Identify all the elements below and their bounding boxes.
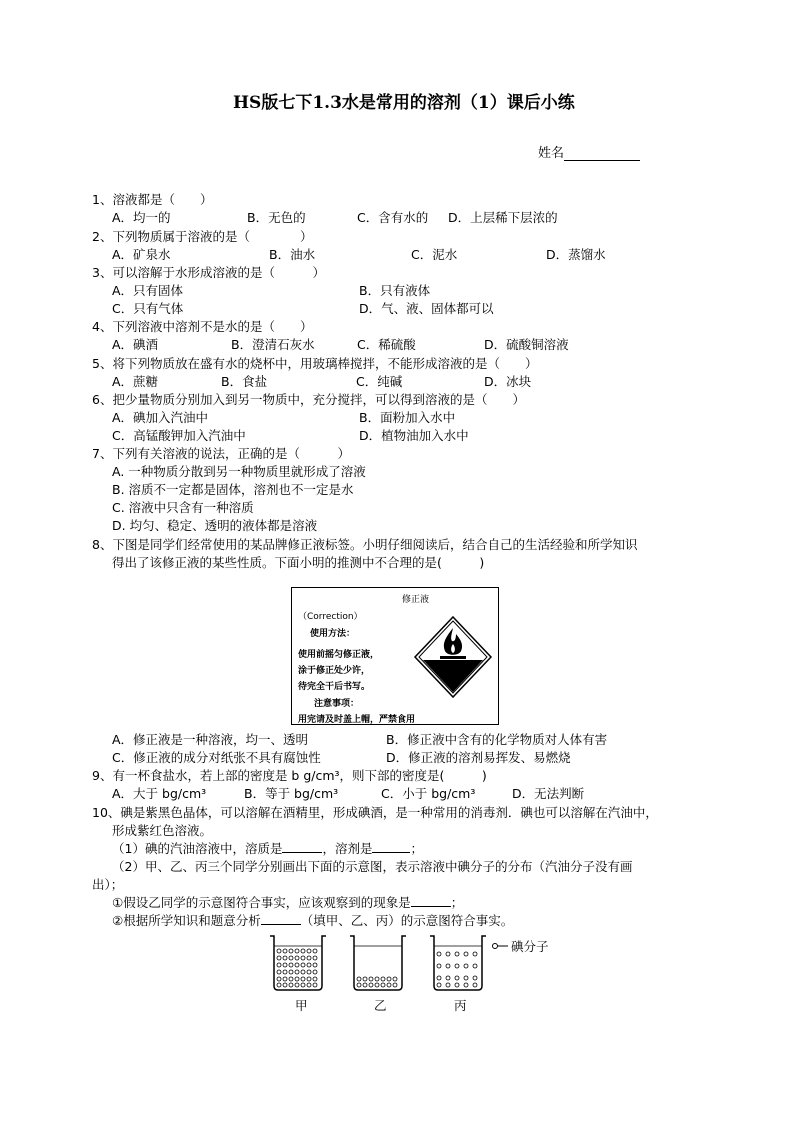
- q9-option-c: C．小于 bg/cm³: [381, 786, 476, 801]
- iodine-molecule: [307, 970, 311, 974]
- iodine-molecule: [464, 964, 468, 968]
- q10-solvent-blank[interactable]: [372, 840, 410, 853]
- iodine-molecule: [301, 970, 305, 974]
- q10-phenomenon-blank[interactable]: [411, 894, 451, 907]
- q4-option-a: A．碘酒: [112, 337, 159, 352]
- q10-sub1-text: （1）碘的汽油溶液中，溶质是: [112, 841, 283, 856]
- label-usage-heading: 使用方法：: [310, 629, 356, 639]
- q6-option-b: B．面粉加入水中: [359, 410, 456, 425]
- q10-sub2: （2）甲、乙、丙三个同学分别画出下面的示意图，表示溶液中碘分子的分布（汽油分子没有画: [112, 859, 633, 874]
- iodine-molecule: [307, 977, 311, 981]
- name-label: 姓名: [538, 146, 565, 161]
- question-4-stem: 4、下列溶液中溶剂不是水的是（ ）: [92, 319, 313, 334]
- q6-option-c: C．高锰酸钾加入汽油中: [112, 428, 246, 443]
- question-8-stem: 8、下图是同学们经常使用的某品牌修正液标签。小明仔细阅读后，结合自己的生活经验和所学知识: [92, 537, 638, 552]
- question-9-stem: 9、有一杯食盐水，若上部的密度是 b g/cm³，则下部的密度是( ): [92, 768, 487, 783]
- q3-option-d: D．气、液、固体都可以: [359, 301, 494, 316]
- iodine-molecule: [473, 983, 477, 987]
- iodine-molecule: [283, 970, 287, 974]
- iodine-molecule: [283, 983, 287, 987]
- iodine-molecule: [369, 977, 373, 981]
- q10-sub1-text2: ，溶剂是: [322, 841, 373, 856]
- iodine-molecule: [283, 977, 287, 981]
- q2-option-a: A．矿泉水: [112, 247, 171, 262]
- iodine-molecule: [363, 977, 367, 981]
- label-usage-line2: 涂于修正处少许，: [298, 666, 371, 676]
- question-2-stem: 2、下列物质属于溶液的是（ ）: [92, 229, 313, 244]
- beaker-jia: [270, 936, 326, 990]
- iodine-molecule: [295, 956, 299, 960]
- q2-option-d: D．蒸馏水: [546, 247, 606, 262]
- iodine-molecule: [455, 952, 459, 956]
- iodine-molecule: [381, 977, 385, 981]
- iodine-molecule: [473, 952, 477, 956]
- legend-label: 碘分子: [511, 939, 549, 954]
- iodine-molecule: [301, 963, 305, 967]
- q9-option-d: D．无法判断: [512, 786, 585, 801]
- q10-sub3-text: ①假设乙同学的示意图符合事实，应该观察到的现象是: [112, 895, 411, 910]
- iodine-molecule: [464, 983, 468, 987]
- iodine-molecule: [277, 949, 281, 953]
- iodine-molecule: [307, 963, 311, 967]
- question-1-stem: 1、溶液都是（ ）: [92, 192, 213, 207]
- iodine-molecule: [295, 983, 299, 987]
- q10-solute-blank[interactable]: [282, 840, 322, 853]
- iodine-molecule: [295, 949, 299, 953]
- iodine-molecule: [307, 956, 311, 960]
- q4-option-b: B．澄清石灰水: [231, 337, 315, 352]
- iodine-molecule: [357, 983, 361, 987]
- iodine-molecule: [446, 952, 450, 956]
- label-title: 修正液: [402, 595, 430, 605]
- iodine-molecule: [387, 983, 391, 987]
- iodine-molecule: [313, 983, 317, 987]
- q4-option-c: C．稀硫酸: [357, 337, 416, 352]
- iodine-molecule: [455, 983, 459, 987]
- q8-option-a: A．修正液是一种溶液，均一、透明: [112, 732, 309, 747]
- iodine-molecule: [313, 963, 317, 967]
- iodine-molecule: [393, 977, 397, 981]
- iodine-molecule: [301, 949, 305, 953]
- q1-option-b: B．无色的: [247, 210, 306, 225]
- iodine-molecule: [307, 983, 311, 987]
- q5-option-a: A．蔗糖: [112, 374, 159, 389]
- iodine-molecule: [289, 949, 293, 953]
- iodine-molecule: [437, 964, 441, 968]
- iodine-distribution-diagram: [268, 932, 543, 994]
- question-10-stem-cont: 形成紫红色溶液。: [112, 823, 213, 838]
- iodine-molecule: [473, 976, 477, 980]
- iodine-molecule: [277, 977, 281, 981]
- question-5-stem: 5、将下列物质放在盛有水的烧杯中，用玻璃棒搅拌，不能形成溶液的是（ ）: [92, 356, 538, 371]
- iodine-molecule: [289, 970, 293, 974]
- iodine-molecule: [313, 956, 317, 960]
- iodine-molecule: [446, 964, 450, 968]
- iodine-molecule: [437, 976, 441, 980]
- iodine-molecule: [446, 983, 450, 987]
- q10-choice-blank[interactable]: [261, 912, 301, 925]
- iodine-molecule: [295, 977, 299, 981]
- iodine-molecule: [277, 963, 281, 967]
- q10-sub1-end: ；: [410, 841, 423, 856]
- q10-sub1: [112, 840, 423, 858]
- q7-option-d: D. 均匀、稳定、透明的液体都是溶液: [112, 518, 318, 533]
- q10-sub3: [112, 894, 463, 912]
- name-blank[interactable]: [564, 147, 640, 161]
- iodine-molecule: [393, 983, 397, 987]
- q5-option-b: B．食盐: [221, 374, 268, 389]
- q3-option-b: B．只有液体: [359, 283, 431, 298]
- iodine-molecule: [277, 956, 281, 960]
- iodine-molecule: [387, 977, 391, 981]
- iodine-molecule: [283, 956, 287, 960]
- q7-option-a: A. 一种物质分散到另一种物质里就形成了溶液: [112, 464, 366, 479]
- q8-option-b: B．修正液中含有的化学物质对人体有害: [386, 732, 608, 747]
- iodine-molecule: [283, 949, 287, 953]
- q1-option-d: D．上层稀下层浓的: [448, 210, 558, 225]
- iodine-molecule: [301, 977, 305, 981]
- iodine-molecule: [369, 983, 373, 987]
- question-8-stem-cont: 得出了该修正液的某些性质。下面小明的推测中不合理的是( ): [112, 555, 485, 570]
- iodine-molecule: [437, 983, 441, 987]
- q10-sub3-end: ；: [450, 895, 464, 910]
- q5-option-c: C．纯碱: [356, 374, 403, 389]
- q9-option-b: B．等于 bg/cm³: [244, 786, 339, 801]
- iodine-molecule: [357, 977, 361, 981]
- q5-option-d: D．冰块: [484, 374, 532, 389]
- question-6-stem: 6、把少量物质分别加入到另一物质中，充分搅拌，可以得到溶液的是（ ）: [92, 392, 525, 407]
- iodine-molecule: [455, 964, 459, 968]
- iodine-molecule: [289, 977, 293, 981]
- iodine-molecule: [301, 956, 305, 960]
- q6-option-d: D．植物油加入水中: [359, 428, 469, 443]
- iodine-molecule: [295, 963, 299, 967]
- label-usage-line1: 使用前摇匀修正液，: [298, 650, 380, 660]
- iodine-molecule-legend-icon: [493, 944, 498, 949]
- q9-option-a: A．大于 bg/cm³: [112, 786, 207, 801]
- beaker-caption-bing: 丙: [454, 998, 467, 1013]
- q10-sub4-end: （填甲、乙、丙）的示意图符合事实。: [300, 913, 514, 928]
- beaker-caption-jia: 甲: [295, 998, 308, 1013]
- iodine-molecule: [455, 976, 459, 980]
- q7-option-b: B. 溶质不一定都是固体，溶剂也不一定是水: [112, 482, 354, 497]
- q6-option-a: A．碘加入汽油中: [112, 410, 209, 425]
- iodine-molecule: [295, 970, 299, 974]
- iodine-molecule: [437, 952, 441, 956]
- label-notes-heading: 注意事项：: [314, 699, 360, 709]
- iodine-molecule: [464, 952, 468, 956]
- q10-sub4: [112, 912, 513, 930]
- iodine-molecule: [473, 964, 477, 968]
- iodine-molecule: [313, 970, 317, 974]
- beaker-caption-yi: 乙: [374, 998, 387, 1013]
- q1-option-c: C．含有水的: [357, 210, 429, 225]
- iodine-molecule: [375, 977, 379, 981]
- beaker-yi: [350, 936, 406, 990]
- q8-option-d: D．修正液的溶剂易挥发、易燃烧: [386, 750, 571, 765]
- correction-fluid-label: [291, 587, 499, 725]
- iodine-molecule: [277, 983, 281, 987]
- iodine-molecule: [289, 956, 293, 960]
- label-usage-line3: 待完全干后书写。: [298, 682, 371, 692]
- iodine-molecule: [313, 949, 317, 953]
- q7-option-c: C. 溶液中只含有一种溶质: [112, 500, 254, 515]
- beaker-bing: [430, 936, 486, 990]
- label-english: （Correction）: [298, 612, 363, 622]
- q3-option-c: C．只有气体: [112, 301, 184, 316]
- q8-option-c: C．修正液的成分对纸张不具有腐蚀性: [112, 750, 321, 765]
- iodine-molecule: [289, 983, 293, 987]
- q2-option-c: C．泥水: [411, 247, 458, 262]
- iodine-molecule: [283, 963, 287, 967]
- question-7-stem: 7、下列有关溶液的说法，正确的是（ ）: [92, 446, 350, 461]
- q10-sub2-cont: 出）；: [92, 877, 124, 892]
- flammable-hazard-icon: [412, 614, 494, 700]
- iodine-molecule: [446, 976, 450, 980]
- page-title: HS版七下1.3水是常用的溶剂（1）课后小练: [233, 93, 575, 113]
- label-notes-line: 用完请及时盖上帽，严禁食用: [298, 715, 416, 725]
- iodine-molecule: [363, 983, 367, 987]
- q4-option-d: D．硫酸铜溶液: [484, 337, 569, 352]
- q1-option-a: A．均一的: [112, 210, 171, 225]
- student-name-field[interactable]: [538, 142, 640, 161]
- question-10-stem: 10、碘是紫黑色晶体，可以溶解在酒精里，形成碘酒，是一种常用的消毒剂．碘也可以溶解在汽油中，: [92, 805, 658, 820]
- iodine-molecule: [381, 983, 385, 987]
- iodine-molecule: [301, 983, 305, 987]
- iodine-molecule: [375, 983, 379, 987]
- q10-sub4-text: ②根据所学知识和题意分析: [112, 913, 261, 928]
- iodine-molecule: [277, 970, 281, 974]
- question-3-stem: 3、可以溶解于水形成溶液的是（ ）: [92, 265, 325, 280]
- q2-option-b: B．油水: [269, 247, 316, 262]
- iodine-molecule: [307, 949, 311, 953]
- iodine-molecule: [464, 976, 468, 980]
- iodine-molecule: [289, 963, 293, 967]
- q3-option-a: A．只有固体: [112, 283, 184, 298]
- iodine-molecule: [313, 977, 317, 981]
